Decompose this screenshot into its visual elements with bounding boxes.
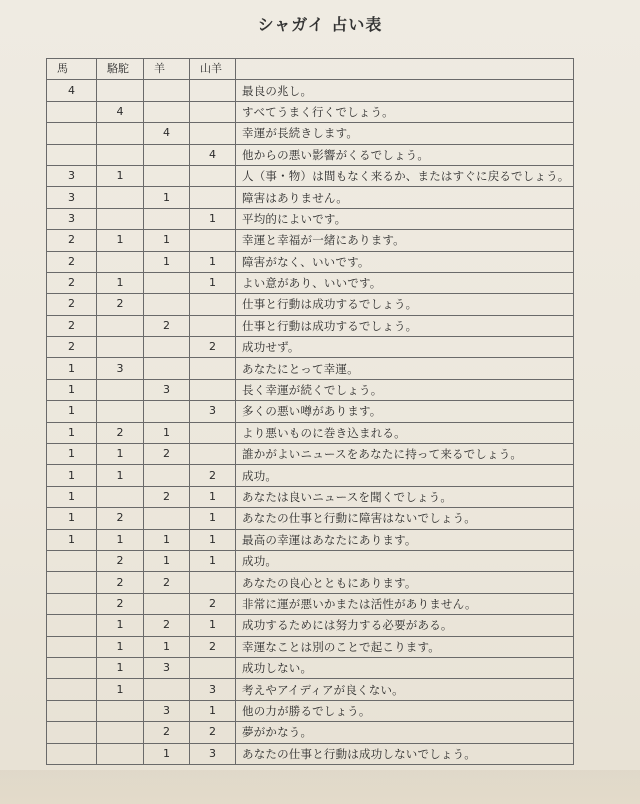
table-row <box>47 679 574 700</box>
table-row <box>47 251 574 272</box>
cell-camel: 1 <box>97 657 144 678</box>
header-goat: 山羊 <box>190 59 236 80</box>
cell-horse: 1 <box>47 529 97 550</box>
cell-camel <box>97 315 144 336</box>
table-row <box>47 615 574 636</box>
cell-goat: 2 <box>190 636 236 657</box>
cell-camel <box>97 187 144 208</box>
cell-goat: 1 <box>190 508 236 529</box>
cell-meaning: 多くの悪い噂があります。 <box>236 401 574 422</box>
table-row <box>47 444 574 465</box>
cell-horse <box>47 615 97 636</box>
cell-camel <box>97 208 144 229</box>
cell-meaning: あなたの仕事と行動は成功しないでしょう。 <box>236 743 574 764</box>
cell-goat <box>190 294 236 315</box>
table-row <box>47 465 574 486</box>
table-row <box>47 593 574 614</box>
cell-horse: 2 <box>47 230 97 251</box>
cell-sheep <box>144 679 190 700</box>
cell-goat: 1 <box>190 251 236 272</box>
table-row <box>47 315 574 336</box>
table-row <box>47 144 574 165</box>
cell-camel: 4 <box>97 101 144 122</box>
cell-horse: 3 <box>47 208 97 229</box>
table-row <box>47 165 574 186</box>
cell-sheep: 2 <box>144 615 190 636</box>
cell-horse: 2 <box>47 294 97 315</box>
cell-horse <box>47 593 97 614</box>
cell-goat <box>190 230 236 251</box>
cell-meaning: 成功しない。 <box>236 657 574 678</box>
cell-sheep: 1 <box>144 550 190 571</box>
cell-camel: 2 <box>97 294 144 315</box>
cell-horse: 1 <box>47 508 97 529</box>
cell-goat: 1 <box>190 550 236 571</box>
cell-horse: 1 <box>47 465 97 486</box>
table-row <box>47 208 574 229</box>
cell-horse <box>47 743 97 764</box>
cell-meaning: 仕事と行動は成功するでしょう。 <box>236 315 574 336</box>
cell-meaning: 他の力が勝るでしょう。 <box>236 700 574 721</box>
cell-goat: 1 <box>190 615 236 636</box>
cell-camel <box>97 401 144 422</box>
cell-horse: 1 <box>47 422 97 443</box>
header-sheep: 羊 <box>144 59 190 80</box>
cell-goat: 3 <box>190 743 236 764</box>
cell-horse: 1 <box>47 486 97 507</box>
cell-sheep <box>144 593 190 614</box>
cell-sheep <box>144 358 190 379</box>
cell-horse <box>47 657 97 678</box>
table-row <box>47 187 574 208</box>
cell-camel: 1 <box>97 465 144 486</box>
header-camel: 駱駝 <box>97 59 144 80</box>
cell-meaning: 最良の兆し。 <box>236 80 574 101</box>
cell-camel: 3 <box>97 358 144 379</box>
cell-meaning: 障害はありません。 <box>236 187 574 208</box>
cell-camel: 1 <box>97 636 144 657</box>
cell-meaning: 成功。 <box>236 550 574 571</box>
table-row <box>47 722 574 743</box>
table-row <box>47 657 574 678</box>
table-header-row <box>47 59 574 80</box>
cell-goat: 1 <box>190 208 236 229</box>
cell-meaning: 非常に運が悪いかまたは活性がありません。 <box>236 593 574 614</box>
cell-goat <box>190 80 236 101</box>
cell-camel <box>97 144 144 165</box>
cell-meaning: 仕事と行動は成功するでしょう。 <box>236 294 574 315</box>
cell-sheep <box>144 465 190 486</box>
cell-horse: 4 <box>47 80 97 101</box>
cell-goat: 2 <box>190 465 236 486</box>
cell-horse: 1 <box>47 444 97 465</box>
table-row <box>47 80 574 101</box>
cell-horse: 2 <box>47 337 97 358</box>
cell-horse <box>47 636 97 657</box>
cell-horse: 2 <box>47 315 97 336</box>
table-row <box>47 486 574 507</box>
cell-sheep <box>144 508 190 529</box>
table-row <box>47 636 574 657</box>
header-horse: 馬 <box>47 59 97 80</box>
cell-sheep: 3 <box>144 700 190 721</box>
cell-camel: 1 <box>97 165 144 186</box>
cell-sheep: 3 <box>144 657 190 678</box>
cell-goat <box>190 165 236 186</box>
cell-camel <box>97 251 144 272</box>
cell-camel <box>97 722 144 743</box>
cell-camel: 2 <box>97 550 144 571</box>
cell-goat: 3 <box>190 401 236 422</box>
header-meaning <box>236 59 574 80</box>
table-row <box>47 550 574 571</box>
table-row <box>47 101 574 122</box>
fortune-table <box>46 58 574 765</box>
table-row <box>47 337 574 358</box>
cell-sheep: 2 <box>144 315 190 336</box>
cell-meaning: 幸運が長続きします。 <box>236 123 574 144</box>
cell-meaning: 成功。 <box>236 465 574 486</box>
cell-meaning: すべてうまく行くでしょう。 <box>236 101 574 122</box>
table-row <box>47 401 574 422</box>
cell-horse <box>47 700 97 721</box>
cell-goat: 2 <box>190 722 236 743</box>
cell-camel: 1 <box>97 230 144 251</box>
cell-meaning: 夢がかなう。 <box>236 722 574 743</box>
cell-camel <box>97 700 144 721</box>
cell-camel: 2 <box>97 422 144 443</box>
cell-meaning: 長く幸運が続くでしょう。 <box>236 379 574 400</box>
cell-goat <box>190 315 236 336</box>
table-row <box>47 230 574 251</box>
cell-sheep <box>144 101 190 122</box>
cell-sheep: 2 <box>144 572 190 593</box>
cell-goat: 1 <box>190 272 236 293</box>
cell-horse <box>47 550 97 571</box>
cell-meaning: 幸運と幸福が一緒にあります。 <box>236 230 574 251</box>
cell-camel <box>97 379 144 400</box>
cell-meaning: あなたの良心とともにあります。 <box>236 572 574 593</box>
cell-sheep <box>144 80 190 101</box>
table-row <box>47 272 574 293</box>
cell-meaning: 成功せず。 <box>236 337 574 358</box>
cell-goat: 4 <box>190 144 236 165</box>
cell-meaning: 誰かがよいニュースをあなたに持って来るでしょう。 <box>236 444 574 465</box>
cell-horse <box>47 722 97 743</box>
cell-horse <box>47 144 97 165</box>
cell-horse <box>47 679 97 700</box>
cell-camel <box>97 337 144 358</box>
cell-sheep <box>144 208 190 229</box>
cell-goat <box>190 444 236 465</box>
cell-sheep <box>144 272 190 293</box>
cell-meaning: より悪いものに巻き込まれる。 <box>236 422 574 443</box>
table-row <box>47 123 574 144</box>
cell-sheep <box>144 165 190 186</box>
cell-camel <box>97 80 144 101</box>
table-row <box>47 700 574 721</box>
cell-goat: 1 <box>190 700 236 721</box>
cell-sheep <box>144 294 190 315</box>
table-row <box>47 572 574 593</box>
cell-goat <box>190 379 236 400</box>
cell-sheep: 2 <box>144 486 190 507</box>
cell-goat <box>190 422 236 443</box>
cell-meaning: 考えやアイディアが良くない。 <box>236 679 574 700</box>
cell-camel: 1 <box>97 272 144 293</box>
cell-goat: 1 <box>190 529 236 550</box>
cell-camel: 1 <box>97 529 144 550</box>
cell-camel: 2 <box>97 508 144 529</box>
table-row <box>47 379 574 400</box>
cell-sheep: 1 <box>144 251 190 272</box>
cell-sheep: 1 <box>144 422 190 443</box>
cell-sheep <box>144 337 190 358</box>
cell-sheep: 1 <box>144 636 190 657</box>
cell-sheep: 4 <box>144 123 190 144</box>
cell-sheep: 3 <box>144 379 190 400</box>
cell-sheep: 1 <box>144 743 190 764</box>
cell-goat: 2 <box>190 593 236 614</box>
paper-fold-shadow <box>0 770 640 804</box>
cell-goat <box>190 358 236 379</box>
cell-camel <box>97 486 144 507</box>
cell-meaning: あなたの仕事と行動に障害はないでしょう。 <box>236 508 574 529</box>
cell-meaning: あなたにとって幸運。 <box>236 358 574 379</box>
table-row <box>47 294 574 315</box>
cell-meaning: 他からの悪い影響がくるでしょう。 <box>236 144 574 165</box>
table-row <box>47 422 574 443</box>
cell-sheep <box>144 401 190 422</box>
table-row <box>47 508 574 529</box>
cell-camel: 2 <box>97 593 144 614</box>
cell-meaning: 最高の幸運はあなたにあります。 <box>236 529 574 550</box>
cell-sheep: 2 <box>144 444 190 465</box>
cell-horse: 2 <box>47 251 97 272</box>
table-row <box>47 743 574 764</box>
cell-sheep: 1 <box>144 529 190 550</box>
cell-sheep: 1 <box>144 187 190 208</box>
cell-horse <box>47 572 97 593</box>
cell-sheep: 1 <box>144 230 190 251</box>
cell-goat <box>190 101 236 122</box>
cell-horse <box>47 123 97 144</box>
cell-meaning: 幸運なことは別のことで起こります。 <box>236 636 574 657</box>
cell-goat: 2 <box>190 337 236 358</box>
cell-goat <box>190 572 236 593</box>
cell-camel <box>97 743 144 764</box>
cell-goat: 1 <box>190 486 236 507</box>
cell-horse: 3 <box>47 187 97 208</box>
cell-sheep: 2 <box>144 722 190 743</box>
cell-horse: 1 <box>47 358 97 379</box>
cell-camel: 1 <box>97 615 144 636</box>
page-title: シャガイ 占い表 <box>257 15 383 34</box>
cell-goat <box>190 123 236 144</box>
cell-camel: 1 <box>97 679 144 700</box>
table-row <box>47 529 574 550</box>
cell-horse: 1 <box>47 379 97 400</box>
cell-camel: 2 <box>97 572 144 593</box>
cell-goat <box>190 657 236 678</box>
cell-camel <box>97 123 144 144</box>
table-row <box>47 358 574 379</box>
cell-meaning: あなたは良いニュースを聞くでしょう。 <box>236 486 574 507</box>
cell-horse: 1 <box>47 401 97 422</box>
cell-horse: 2 <box>47 272 97 293</box>
cell-goat: 3 <box>190 679 236 700</box>
cell-meaning: 人（事・物）は間もなく来るか、またはすぐに戻るでしょう。 <box>236 165 574 186</box>
cell-sheep <box>144 144 190 165</box>
cell-meaning: 成功するためには努力する必要がある。 <box>236 615 574 636</box>
cell-camel: 1 <box>97 444 144 465</box>
cell-meaning: よい意があり、いいです。 <box>236 272 574 293</box>
cell-goat <box>190 187 236 208</box>
cell-horse: 3 <box>47 165 97 186</box>
cell-horse <box>47 101 97 122</box>
cell-meaning: 平均的によいです。 <box>236 208 574 229</box>
cell-meaning: 障害がなく、いいです。 <box>236 251 574 272</box>
